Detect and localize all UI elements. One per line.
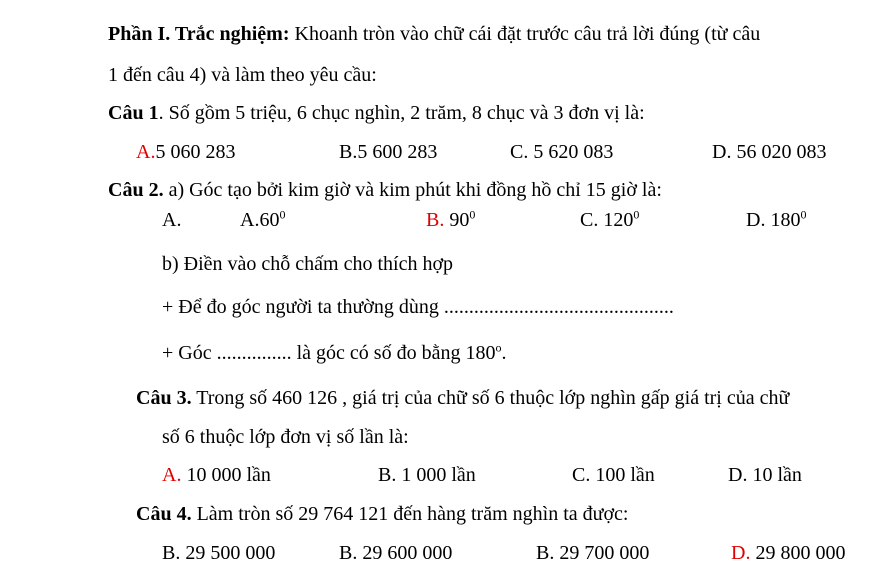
q2-fill-1: + Để đo góc người ta thường dùng .............................................. xyxy=(162,296,674,318)
q2-fill-2-text: + Góc ............... là góc có số đo bằng 180 xyxy=(162,342,496,364)
q1-option-d-value: 56 020 083 xyxy=(731,141,827,163)
q2-option-a-degree: 0 xyxy=(279,207,286,222)
q2-option-c-degree: 0 xyxy=(633,207,640,222)
question-2-text: a) Góc tạo bởi kim giờ và kim phút khi đồng hồ chỉ 15 giờ là: xyxy=(163,179,662,201)
q3-option-b[interactable] xyxy=(378,463,476,487)
question-2 xyxy=(108,178,662,202)
q4-option-4-letter: D. xyxy=(731,542,751,564)
question-4 xyxy=(136,502,628,526)
question-1 xyxy=(108,101,645,125)
question-3-text-cont: số 6 thuộc lớp đơn vị số lần là: xyxy=(162,426,409,448)
part-instruction-cont: 1 đến câu 4) và làm theo yêu cầu: xyxy=(108,64,377,86)
q2-option-a[interactable] xyxy=(240,208,285,232)
q4-option-4[interactable] xyxy=(731,541,845,565)
part-title: Phần I. Trắc nghiệm: xyxy=(108,23,290,45)
q2-option-d-value: 180 xyxy=(765,209,801,231)
q4-option-1-value: 29 500 000 xyxy=(180,542,276,564)
q2-option-a-blank[interactable] xyxy=(162,208,181,232)
q4-option-2-value: 29 600 000 xyxy=(357,542,453,564)
q2-option-a-letter: A. xyxy=(240,209,260,231)
q3-option-b-value: 1 000 lần xyxy=(396,464,476,486)
q2-option-b-letter: B. xyxy=(426,209,445,231)
q2-fill-2 xyxy=(162,341,506,365)
q3-option-d[interactable] xyxy=(728,463,802,487)
q1-option-c[interactable] xyxy=(510,140,613,164)
q2-option-c-value: 120 xyxy=(598,209,634,231)
q4-option-2-letter: B. xyxy=(339,542,358,564)
q2-option-d[interactable] xyxy=(746,208,806,232)
q2-option-c-letter: C. xyxy=(580,209,599,231)
q4-option-2[interactable] xyxy=(339,541,452,565)
q4-option-1-letter: B. xyxy=(162,542,181,564)
question-2-label: Câu 2. xyxy=(108,179,164,201)
q3-option-c-value: 100 lần xyxy=(590,464,655,486)
q2-option-a-value: 60 xyxy=(259,209,280,231)
q3-option-d-value: 10 lần xyxy=(747,464,802,486)
q3-option-a-letter: A. xyxy=(162,464,182,486)
q1-option-b-value: 5 600 283 xyxy=(357,141,438,163)
question-1-text: . Số gồm 5 triệu, 6 chục nghìn, 2 trăm, 8 chục và 3 đơn vị là: xyxy=(158,102,645,124)
part-instruction: Khoanh tròn vào chữ cái đặt trước câu trả lời đúng (từ câu xyxy=(289,23,761,45)
q3-option-a-value: 10 000 lần xyxy=(181,464,271,486)
question-1-label: Câu 1 xyxy=(108,102,159,124)
q3-option-d-letter: D. xyxy=(728,464,748,486)
q2-option-b[interactable] xyxy=(426,208,475,232)
q4-option-4-value: 29 800 000 xyxy=(750,542,846,564)
q2-option-a-blank-letter: A. xyxy=(162,209,182,231)
q4-option-3[interactable] xyxy=(536,541,649,565)
q2-option-d-degree: 0 xyxy=(800,207,807,222)
q2-option-b-degree: 0 xyxy=(469,207,476,222)
q1-option-a-value: 5 060 283 xyxy=(155,141,236,163)
q3-option-c[interactable] xyxy=(572,463,655,487)
q3-option-c-letter: C. xyxy=(572,464,591,486)
q2-option-b-value: 90 xyxy=(444,209,470,231)
question-3-label: Câu 3. xyxy=(136,387,192,409)
q2-fill-2-end: . xyxy=(501,342,507,364)
part-heading xyxy=(108,22,760,46)
question-4-label: Câu 4. xyxy=(136,503,192,525)
q2-part-b: b) Điền vào chỗ chấm cho thích hợp xyxy=(162,253,454,275)
q3-option-b-letter: B. xyxy=(378,464,397,486)
q4-option-3-letter: B. xyxy=(536,542,555,564)
question-3-text: Trong số 460 126 , giá trị của chữ số 6 thuộc lớp nghìn gấp giá trị của chữ xyxy=(191,387,790,409)
q1-option-a-letter: A. xyxy=(136,141,156,163)
q1-option-d-letter: D. xyxy=(712,141,732,163)
q2-fill-2-degree: o xyxy=(495,340,502,355)
question-3 xyxy=(136,386,789,410)
q2-option-d-letter: D. xyxy=(746,209,766,231)
q4-option-3-value: 29 700 000 xyxy=(554,542,650,564)
q1-option-b[interactable] xyxy=(339,140,437,164)
q2-option-c[interactable] xyxy=(580,208,639,232)
q3-option-a[interactable] xyxy=(162,463,271,487)
question-4-text: Làm tròn số 29 764 121 đến hàng trăm nghìn ta được: xyxy=(191,503,629,525)
q1-option-c-value: 5 620 083 xyxy=(528,141,614,163)
q1-option-a[interactable] xyxy=(136,140,235,164)
q1-option-b-letter: B. xyxy=(339,141,358,163)
q1-option-d[interactable] xyxy=(712,140,826,164)
q4-option-1[interactable] xyxy=(162,541,275,565)
q1-option-c-letter: C. xyxy=(510,141,529,163)
